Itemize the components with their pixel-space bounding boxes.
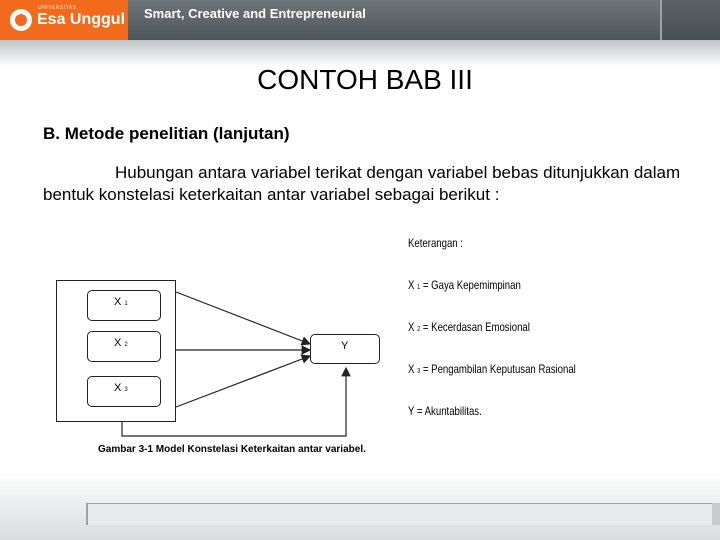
legend-item-x2: X 2 = Kecerdasan Emosional <box>408 320 530 334</box>
header-right-panel <box>660 0 720 40</box>
footer-accent <box>712 503 720 525</box>
slide-title: CONTOH BAB III <box>257 64 473 95</box>
legend-item-x3: X 3 = Pengambilan Keputusan Rasional <box>408 362 576 376</box>
legend <box>408 236 708 418</box>
logo-subtext: UNIVERSITAS <box>38 5 77 11</box>
header-shadow <box>0 40 720 66</box>
var-box-x3: X 3 <box>87 376 161 407</box>
header-bar <box>0 0 720 40</box>
constellation-diagram <box>40 272 400 462</box>
figure-caption: Gambar 3-1 Model Konstelasi Keterkaitan antar variabel. <box>98 444 366 455</box>
body-paragraph <box>43 162 693 206</box>
legend-item-x1: X 1 = Gaya Kepemimpinan <box>408 278 521 292</box>
legend-heading: Keterangan : <box>408 236 463 250</box>
logo-emblem-icon <box>10 9 32 31</box>
var-box-x2: X 2 <box>87 331 161 362</box>
legend-item-y: Y = Akuntabilitas. <box>408 404 482 418</box>
header-tagline: Smart, Creative and Entrepreneurial <box>144 6 366 21</box>
arrow-x3-to-y <box>176 356 310 407</box>
logo-text: Esa Unggul <box>37 11 126 28</box>
section-heading: B. Metode penelitian (lanjutan) <box>43 124 290 143</box>
var-box-y: Y <box>310 334 380 364</box>
arrow-x1-to-y <box>176 292 310 344</box>
var-box-x1: X 1 <box>87 290 161 321</box>
footer-bar <box>86 503 720 525</box>
university-logo[interactable] <box>0 0 128 40</box>
paragraph-text: Hubungan antara variabel terikat dengan variabel bebas ditunjukkan dalam bentuk konstelasi keterkaitan antar variabel sebagai berikut : <box>43 163 681 204</box>
